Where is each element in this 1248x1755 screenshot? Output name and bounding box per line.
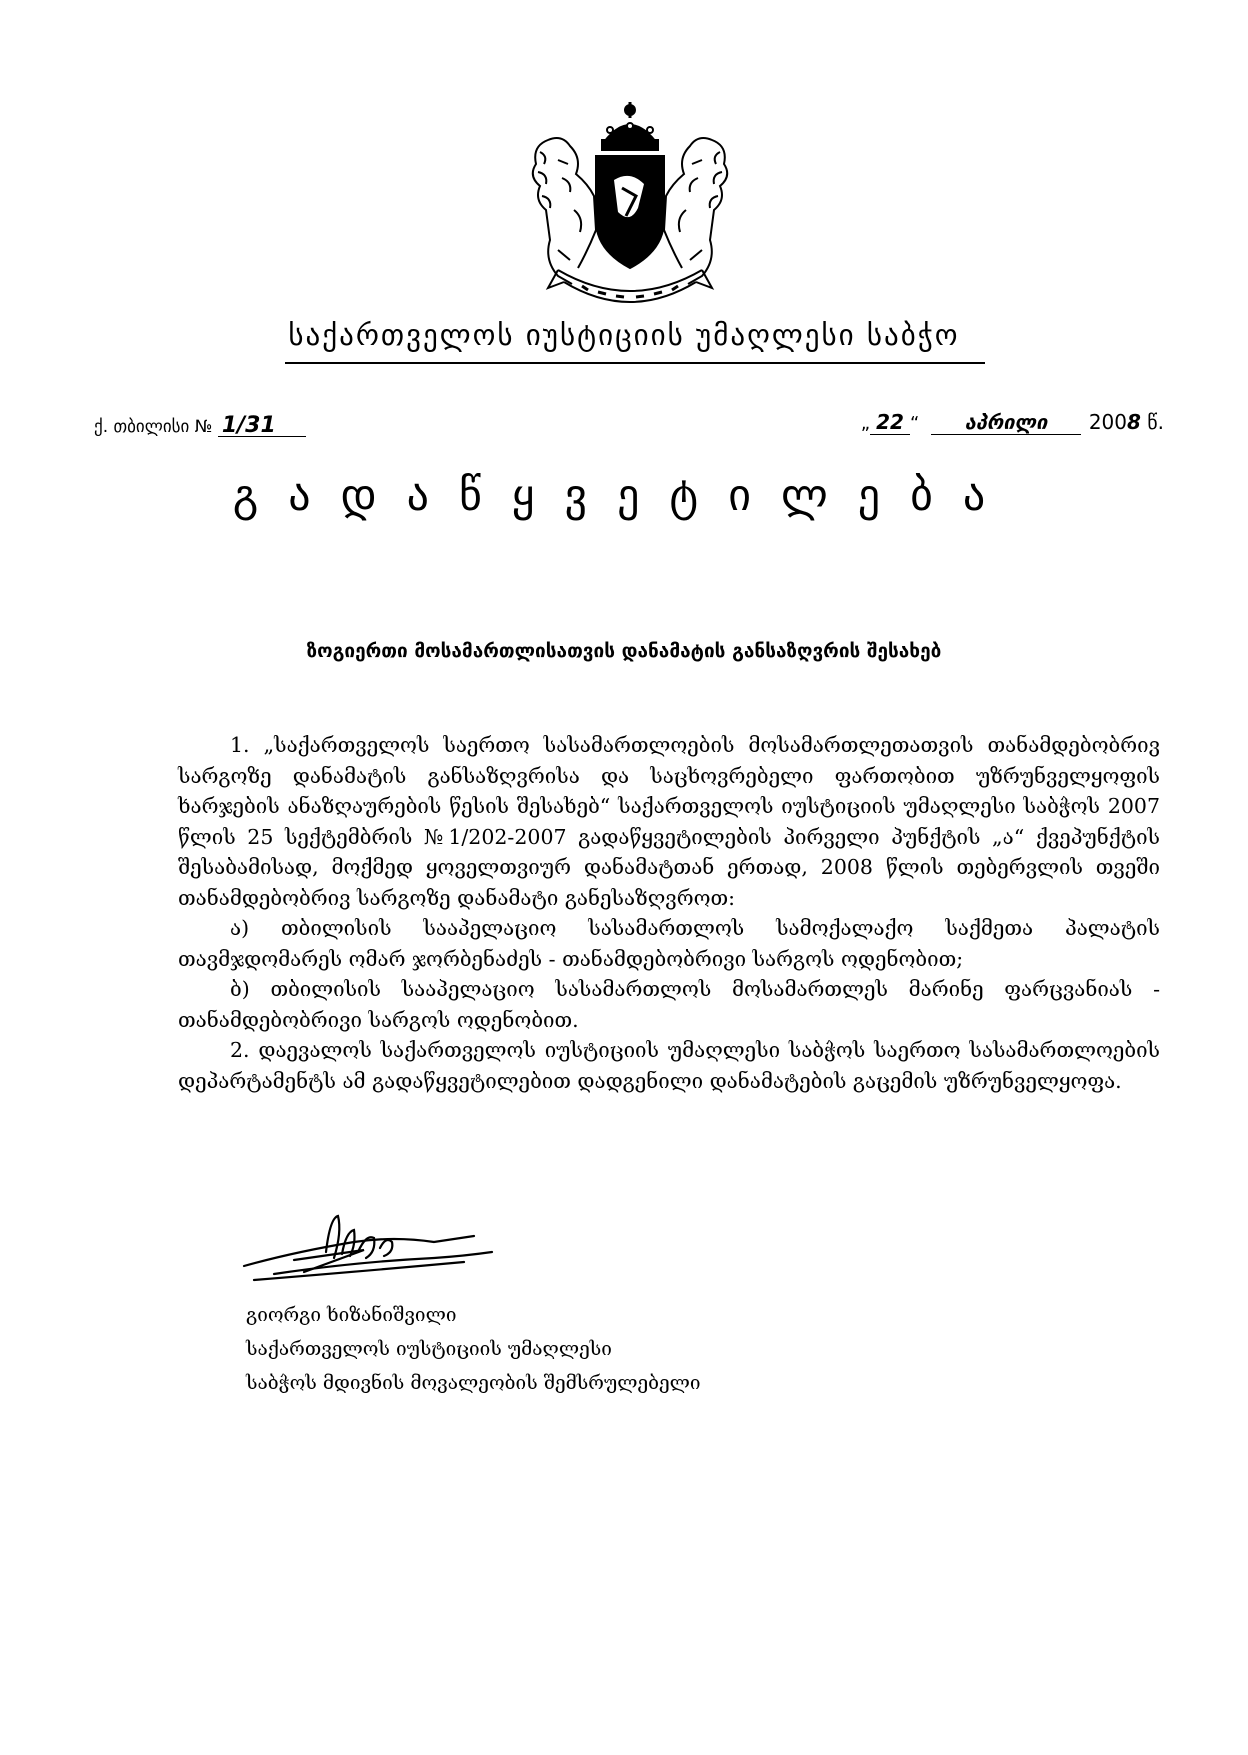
date-close-quote: “ [910,413,920,434]
institution-name: საქართველოს იუსტიციის უმაღლესი საბჭო [288,318,960,352]
paragraph-item-1: 1. „საქართველოს საერთო სასამართლოების მოსამართლეთათვის თანამდებობრივ სარგოზე დანამატის განსაზღვრისა და საცხოვრებელი ფართობით უზრუნველყოფის ხარჯების ანაზღაურების წესის შესახებ“ საქართველოს იუსტიციის უმაღლესი საბჭოს 2007 წლის 25 სექტემბრის №1/202-2007 გადაწყვეტილების პირველი პუნქტის „ა“ ქვეპუნქტის შესაბამისად, მოქმედ ყოველთვიურ დანამატთან ერთად, 2008 წლის თებერვლის თვეში თანამდებობრივ სარგოზე დანამატი განესაზღვროთ: [178,733,1160,910]
date-open-quote: „ [860,413,871,434]
date-day: 22 [870,410,910,435]
signatory-block [246,1298,701,1400]
paragraph-item-1b: ბ) თბილისის სააპელაციო სასამართლოს მოსამართლეს მარინე ფარცვანიას - თანამდებობრივი სარგოს ოდენობით. [178,977,1160,1032]
place-label: ქ. თბილისი № [94,417,213,437]
document-subject: ზოგიერთი მოსამართლისათვის დანამატის განსაზღვრის შესახებ [306,640,942,662]
document-type-title: გადაწყვეტილება [232,470,1016,521]
document-date [861,410,1164,435]
date-month: აპრილი [931,410,1081,435]
date-year-prefix: 200 [1088,410,1127,434]
paragraph-item-2: 2. დაევალოს საქართველოს იუსტიციის უმაღლესი საბჭოს საერთო სასამართლოების დეპარტამენტს ამ გადაწყვეტილებით დადგენილი დანამატების გაცემის უზრუნველყოფა. [178,1038,1160,1093]
coat-of-arms-icon [518,100,742,310]
paragraph-item-1a: ა) თბილისის სააპელაციო სასამართლოს სამოქალაქო საქმეთა პალატის თავმჯდომარეს ომარ ჯორბენაძეს - თანამდებობრივი სარგოს ოდენობით; [178,916,1160,971]
signatory-position-line-2: საბჭოს მდივნის მოვალეობის შემსრულებელი [246,1372,701,1394]
date-year-suffix: 8 [1127,410,1141,434]
handwritten-signature [234,1212,504,1288]
document-number: 1/31 [218,416,306,437]
signatory-name: გიორგი ხიზანიშვილი [246,1304,457,1326]
date-year-unit: წ. [1147,410,1164,434]
signatory-position-line-1: საქართველოს იუსტიციის უმაღლესი [246,1338,612,1360]
date-year [1089,410,1164,434]
header-divider [285,362,985,364]
document-body [178,730,1160,1096]
place-and-number [94,413,306,438]
